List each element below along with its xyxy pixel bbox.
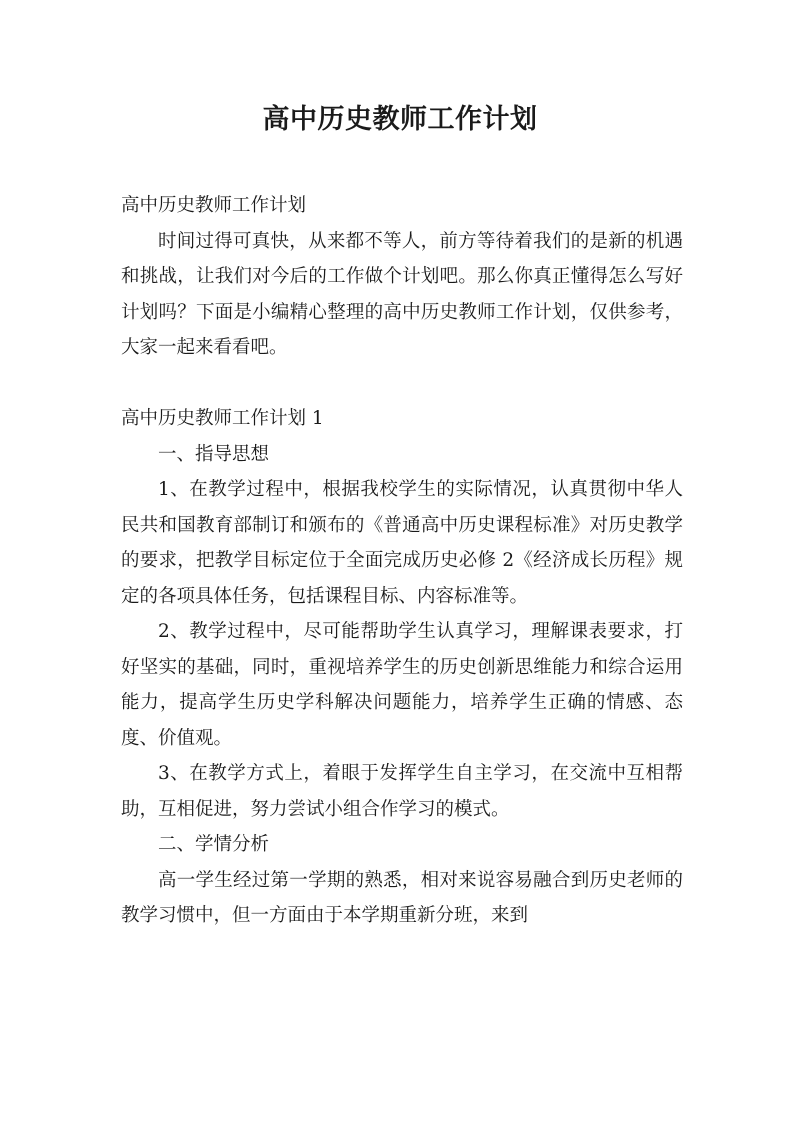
list-item-2: 2、教学过程中，尽可能帮助学生认真学习，理解课表要求，打好坚实的基础，同时，重视培养学生的历史创新思维能力和综合运用能力，提高学生历史学科解决问题能力，培养学生正确的情感、态度、价值观。 xyxy=(121,621,683,749)
part2-title: 二、学情分析 xyxy=(158,834,270,855)
document-body xyxy=(121,188,683,934)
section-spacer xyxy=(121,366,683,402)
part2-paragraph: 高一学生经过第一学期的熟悉，相对来说容易融合到历史老师的教学习惯中，但一方面由于本学期重新分班，来到 xyxy=(121,869,683,926)
list-item-1: 1、在教学过程中，根据我校学生的实际情况，认真贯彻中华人民共和国教育部制订和颁布的《普通高中历史课程标准》对历史教学的要求，把教学目标定位于全面完成历史必修 2《经济成长历程》规定的各项具体任务，包括课程目标、内容标准等。 xyxy=(121,479,683,607)
part1-title: 一、指导思想 xyxy=(158,443,270,465)
document-title: 高中历史教师工作计划 xyxy=(262,104,538,135)
list-item-3: 3、在教学方式上，着眼于发挥学生自主学习，在交流中互相帮助，互相促进，努力尝试小组合作学习的模式。 xyxy=(121,763,683,820)
section1-heading: 高中历史教师工作计划 1 xyxy=(121,408,324,429)
intro-paragraph: 时间过得可真快，从来都不等人，前方等待着我们的是新的机遇和挑战，让我们对今后的工作做个计划吧。那么你真正懂得怎么写好计划吗？下面是小编精心整理的高中历史教师工作计划，仅供参考，大家一起来看看吧。 xyxy=(121,230,683,358)
intro-heading: 高中历史教师工作计划 xyxy=(121,195,307,216)
